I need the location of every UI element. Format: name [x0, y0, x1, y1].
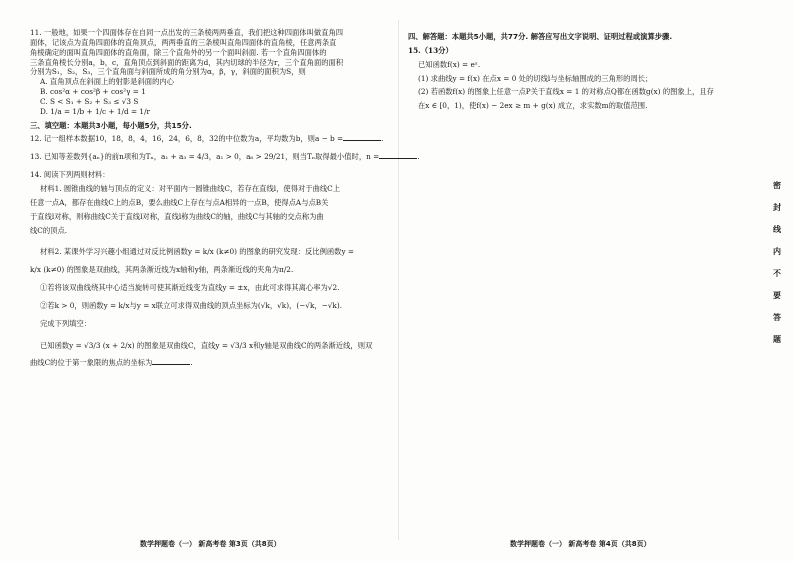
- question-12: 12. 记一组样本数据10，18，8，4，16，24，6，8，32的中位数为a，平均数为b，则a − b = .: [30, 134, 384, 144]
- q14-point-2: ②若k > 0，则函数y = k/x与y = x联立可求得双曲线的顶点坐标为(√k，√k)，(−√k，−√k).: [40, 300, 343, 310]
- left-column: [30, 28, 420, 368]
- question-14: [30, 170, 392, 368]
- right-column: [408, 32, 753, 111]
- q11-line: 三条直角棱长分别a，b，c，直角顶点到斜面的距离为d，其内切球的半径为r，三个直角面的面积: [30, 57, 344, 67]
- q14-line: 完成下列填空：: [40, 318, 92, 328]
- seal-char: 题: [773, 335, 781, 344]
- seal-char: 内: [773, 247, 781, 256]
- answer-blank: [379, 152, 417, 159]
- q11-line: 分别为S₁，S₂，S₃，三个直角面与斜面所成的角分别为α，β，γ，斜面的面积为S，则: [30, 67, 306, 77]
- page-footer-right: 数学押题卷（一） 新高考卷 第4页（共8页）: [510, 540, 651, 548]
- q15-line: 已知函数f(x) = eˣ.: [418, 59, 481, 69]
- q14-line: 14. 阅读下列两则材料：: [30, 170, 110, 180]
- answer-blank: [152, 358, 190, 365]
- q14-line: 于直线l对称，则称曲线C关于直线l对称，直线l称为曲线C的轴，曲线C与其轴的交点称为曲: [30, 211, 324, 221]
- seal-line-notice: [770, 180, 784, 356]
- question-15-title: 15.（13分）: [408, 45, 453, 55]
- section-4-heading: 四、解答题：本题共5小题，共77分. 解答应写出文字说明、证明过程或演算步骤.: [408, 32, 673, 41]
- q14-line: 任意一点A，都存在曲线C上的点B，要么曲线C上存在与点A相异的一点B，使得点A与点B关: [30, 197, 329, 207]
- q11-option-c: C. S < S₁ + S₂ + S₃ ≤ √3 S: [40, 96, 139, 106]
- seal-char: 封: [773, 203, 781, 212]
- answer-blank: [343, 134, 381, 141]
- q11-line: 面体，记该点为直角四面体的直角顶点，两两垂直的三条棱叫直角四面体的直角棱，任意两条直: [30, 37, 337, 47]
- q14-line: 曲线C的位于第一象限的焦点的坐标为 .: [30, 358, 193, 368]
- q11-option-d: D. 1/a = 1/b + 1/c + 1/d = 1/r: [40, 106, 151, 116]
- column-divider: [398, 20, 399, 540]
- q11-option-b: B. cos²α + cos²β + cos²γ = 1: [40, 87, 146, 97]
- seal-char: 线: [773, 225, 781, 234]
- q14-task: 已知函数y = √3/3 (x + 2/x) 的图象是双曲线C，直线y = √3/3 x和y轴是双曲线C的两条渐近线，则双: [40, 340, 373, 350]
- q11-option-a: A. 直角顶点在斜面上的射影是斜面的内心: [40, 77, 174, 87]
- q14-point-1: ①若将该双曲线绕其中心适当旋转可使其渐近线变为直线y = ±x，由此可求得其离心率为√2.: [40, 283, 340, 293]
- q14-line: 线C的顶点.: [30, 225, 68, 235]
- question-13: 13. 已知等差数列{aₙ}的前n项和为Tₙ，a₁ + a₃ = 4/3，a₁ > 0，a₆ > 29/21，则当Tₙ取得最小值时，n = .: [30, 152, 420, 162]
- q14-material-2: 材料2. 某课外学习兴趣小组通过对反比例函数y = k/x (k≠0) 的图象的研究发现：反比例函数y =: [40, 247, 355, 257]
- q14-last-text: 曲线C的位于第一象限的焦点的坐标为: [30, 358, 153, 368]
- section-3-heading: 三、填空题：本题共3小题，每小题5分，共15分.: [30, 120, 192, 130]
- seal-char: 密: [773, 181, 781, 190]
- q12-text: 12. 记一组样本数据10，18，8，4，16，24，6，8，32的中位数为a，平均数为b，则a − b =: [30, 134, 344, 144]
- q11-line: 11. 一般地，如果一个四面体存在自同一点出发的三条棱两两垂直，我们把这种四面体叫做直角四: [30, 28, 344, 37]
- q15-line: 在x ∈ [0，1)，使f(x) − 2ex ≥ m + g(x) 成立，求实数m的取值范围.: [418, 101, 648, 111]
- page-footer-left: 数学押题卷（一） 新高考卷 第3页（共8页）: [140, 540, 281, 548]
- seal-char: 要: [773, 291, 781, 300]
- q13-text: 13. 已知等差数列{aₙ}的前n项和为Tₙ，a₁ + a₃ = 4/3，a₁ > 0，a₆ > 29/21，则当Tₙ取得最小值时，n =: [30, 152, 380, 162]
- q11-line: 角棱确定的面叫直角四面体的直角面，除三个直角外的另一个面叫斜面. 若一个直角四面体的: [30, 47, 327, 57]
- q14-line: k/x (k≠0) 的图象是双曲线，其两条渐近线为x轴和y轴，两条渐近线的夹角为π/2.: [30, 265, 294, 275]
- seal-char: 答: [773, 313, 781, 322]
- q15-part-1: (1) 求曲线y = f(x) 在点x = 0 处的切线l与坐标轴围成的三角形的周长；: [418, 73, 653, 83]
- seal-char: 不: [773, 269, 781, 278]
- q14-material-1: 材料1. 圆锥曲线的轴与顶点的定义：对平面内一圆锥曲线C，若存在直线l，使得对于曲线C上: [40, 183, 341, 193]
- q15-part-2: (2) 若函数f(x) 的图象上任意一点P关于直线x = 1 的对称点Q都在函数g(x) 的图象上，且存: [418, 87, 714, 97]
- question-11: [30, 28, 392, 117]
